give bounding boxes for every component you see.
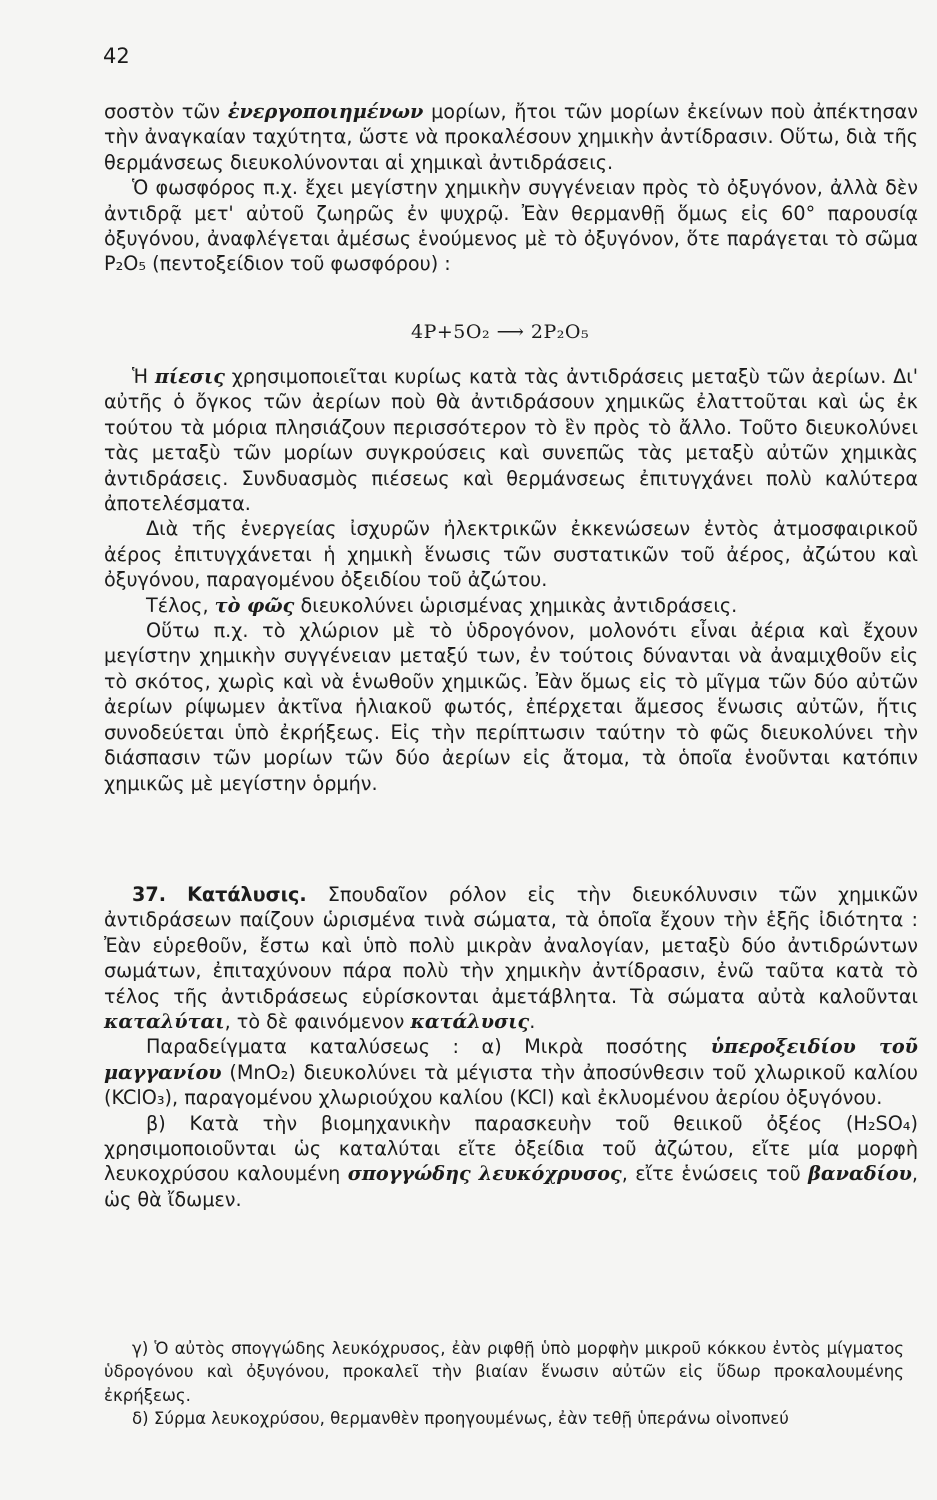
- chemical-formula: 4P+5O₂ ⟶ 2P₂O₅: [411, 321, 590, 343]
- text-block-middle: [104, 364, 918, 796]
- paragraph-5: [104, 593, 918, 618]
- text-span: Σπουδαῖον ρόλον εἰς τὴν διευκόλυνσιν τῶν χημικῶν ἀντιδράσεων παίζουν ὡρισμένα τινὰ σώματα, τὰ ὁποῖα ἔχουν τὴν ἑξῆς ἰδιότητα : Ἐὰν εὑρεθοῦν, ἔστω καὶ ὑπὸ πολὺ μικρὰν ἀναλογίαν, μεταξὺ δύο ἀντιδρώντων σωμάτων, ἐπιταχύνουν πάρα πολὺ τὴν χημικὴν ἀντίδρασιν, ἐνῶ ταῦτα κατὰ τὸ τέλος τῆς ἀντιδράσεως εὑρίσκονται ἀμετάβλητα. Τὰ σώματα αὐτὰ καλοῦνται: [104, 883, 918, 1008]
- paragraph-3: [104, 364, 918, 516]
- paragraph-8: [104, 1034, 918, 1110]
- emphasis-text: σπογγώδης λευκόχρυσος: [347, 1162, 622, 1186]
- emphasis-text: καταλύται: [104, 1010, 225, 1034]
- section-title: Κατάλυσις.: [187, 883, 307, 906]
- text-block-section-37: [104, 882, 918, 1212]
- text-span: , ὡς θὰ ἴδωμεν.: [104, 1162, 919, 1211]
- text-span: , τὸ δὲ φαινόμενον: [224, 1010, 411, 1034]
- paragraph-4: Διὰ τῆς ἐνεργείας ἰσχυρῶν ἠλεκτρικῶν ἐκκενώσεων ἐντὸς ἀτμοσφαιρικοῦ ἀέρος ἐπιτυγχάνεται ἡ χημικὴ ἕνωσις τῶν συστατικῶν τοῦ ἀέρος, ἀζώτου καὶ ὀξυγόνου, παραγομένου ὀξειδίου τοῦ ἀζώτου.: [104, 517, 918, 592]
- text-block-small-print: [104, 1337, 904, 1431]
- emphasis-text: ὑπεροξειδίου τοῦ μαγγανίου: [104, 1035, 918, 1084]
- paragraph-2: Ὁ φωσφόρος π.χ. ἔχει μεγίστην χημικὴν συγγένειαν πρὸς τὸ ὀξυγόνον, ἀλλὰ δὲν ἀντιδρᾷ μετ' αὐτοῦ ζωηρῶς ἐν ψυχρῷ. Ἐὰν θερμανθῇ ὅμως εἰς 60° παρουσίᾳ ὀξυγόνου, ἀναφλέγεται ἀμέσως ἑνούμενος μὲ τὸ ὀξυγόνον, ὅτε παράγεται τὸ σῶμα P₂O₅ (πεντοξείδιον τοῦ φωσφόρου) :: [104, 176, 918, 276]
- emphasis-text: τὸ φῶς: [214, 593, 295, 617]
- text-span: .: [529, 1010, 536, 1034]
- text-span: , εἴτε ἑνώσεις τοῦ: [621, 1162, 809, 1186]
- text-span: Τέλος,: [146, 593, 215, 617]
- text-span: Ἡ: [132, 365, 155, 388]
- paragraph-9: [104, 1111, 918, 1213]
- text-span: β) Κατὰ τὴν βιομηχανικὴν παρασκευὴν τοῦ θειικοῦ ὀξέος (H₂SO₄) χρησιμοποιοῦνται ὡς καταλύται εἴτε ὀξείδια τοῦ ἀζώτου, εἴτε μία μορφὴ λευκοχρύσου καλουμένη: [104, 1111, 918, 1186]
- paragraph-6: Οὕτω π.χ. τὸ χλώριον μὲ τὸ ὑδρογόνον, μολονότι εἶναι ἀέρια καὶ ἔχουν μεγίστην χημικὴν συγγένειαν μεταξύ των, ἐν τούτοις δύνανται νὰ ἀναμιχθοῦν εἰς τὸ σκότος, χωρὶς καὶ νὰ ἑνωθοῦν χημικῶς. Ἐὰν ὅμως εἰς τὸ μῖγμα τῶν δύο αὐτῶν ἀερίων ρίψωμεν ἀκτῖνα ἡλιακοῦ φωτός, ἐπέρχεται ἄμεσος ἕνωσις αὐτῶν, ἥτις συνοδεύεται ὑπὸ ἐκρήξεως. Εἰς τὴν περίπτωσιν ταύτην τὸ φῶς διευκολύνει τὴν διάσπασιν τῶν μορίων τῶν δύο ἀερίων εἰς ἄτομα, τὰ ὁποῖα ἑνοῦνται κατόπιν χημικῶς μὲ μεγίστην ὁρμήν.: [104, 619, 918, 795]
- emphasis-text: πίεσις: [154, 365, 225, 388]
- paragraph-1: [104, 99, 918, 175]
- emphasis-text: βαναδίου: [808, 1162, 912, 1186]
- text-span: διευκολύνει ὡρισμένας χημικὰς ἀντιδράσεις.: [294, 593, 738, 617]
- text-block-top: [104, 99, 918, 277]
- paragraph-7: [104, 882, 918, 1034]
- text-span: χρησιμοποιεῖται κυρίως κατὰ τὰς ἀντιδράσεις μεταξὺ τῶν ἀερίων. Δι' αὐτῆς ὁ ὄγκος τῶν ἀερίων ποὺ θὰ ἀντιδράσουν χημικῶς ἐλαττοῦται καὶ ὡς ἐκ τούτου τὰ μόρια πλησιάζουν περισσότερον τὸ ἓν πρὸς τὸ ἄλλο. Τοῦτο διευκολύνει τὰς μεταξὺ τῶν μορίων συγκρούσεις καὶ συνεπῶς τὰς μεταξὺ αὐτῶν χημικὰς ἀντιδράσεις. Συνδυασμὸς πιέσεως καὶ θερμάνσεως ἐπιτυγχάνει πολὺ καλύτερα ἀποτελέσματα.: [104, 365, 918, 516]
- section-number: 37.: [132, 883, 166, 906]
- emphasis-text: κατάλυσις: [410, 1010, 530, 1034]
- paragraph-10: γ) Ὁ αὐτὸς σπογγώδης λευκόχρυσος, ἐὰν ριφθῇ ὑπὸ μορφὴν μικροῦ κόκκου ἐντὸς μίγματος ὑδρογόνου καὶ ὀξυγόνου, προκαλεῖ τὴν βιαίαν ἕνωσιν αὐτῶν εἰς ὕδωρ προκαλουμένης ἐκρήξεως.: [104, 1339, 904, 1405]
- text-span: μορίων, ἤτοι τῶν μορίων ἐκείνων ποὺ ἀπέκτησαν τὴν ἀναγκαίαν ταχύτητα, ὥστε νὰ προκαλέσουν χημικὴν ἀντίδρασιν. Οὕτω, διὰ τῆς θερμάνσεως διευκολύνονται αἱ χημικαὶ ἀντιδράσεις.: [104, 100, 918, 174]
- text-span: Παραδείγματα καταλύσεως : α) Μικρὰ ποσότης: [146, 1035, 711, 1059]
- page-number: 42: [103, 44, 130, 68]
- text-span: σοστὸν τῶν: [104, 100, 228, 123]
- paragraph-11: δ) Σύρμα λευκοχρύσου, θερμανθὲν προηγουμένως, ἐὰν τεθῇ ὑπεράνω οἰνοπνεύ: [132, 1409, 789, 1429]
- text-span: (MnO₂) διευκολύνει τὰ μέγιστα τὴν ἀποσύνθεσιν τοῦ χλωρικοῦ καλίου (KClO₃), παραγομένου χλωριούχου καλίου (KCl) καὶ ἐκλυομένου ἀερίου ὀξυγόνου.: [104, 1060, 918, 1110]
- emphasis-text: ἐνεργοποιημένων: [227, 100, 424, 123]
